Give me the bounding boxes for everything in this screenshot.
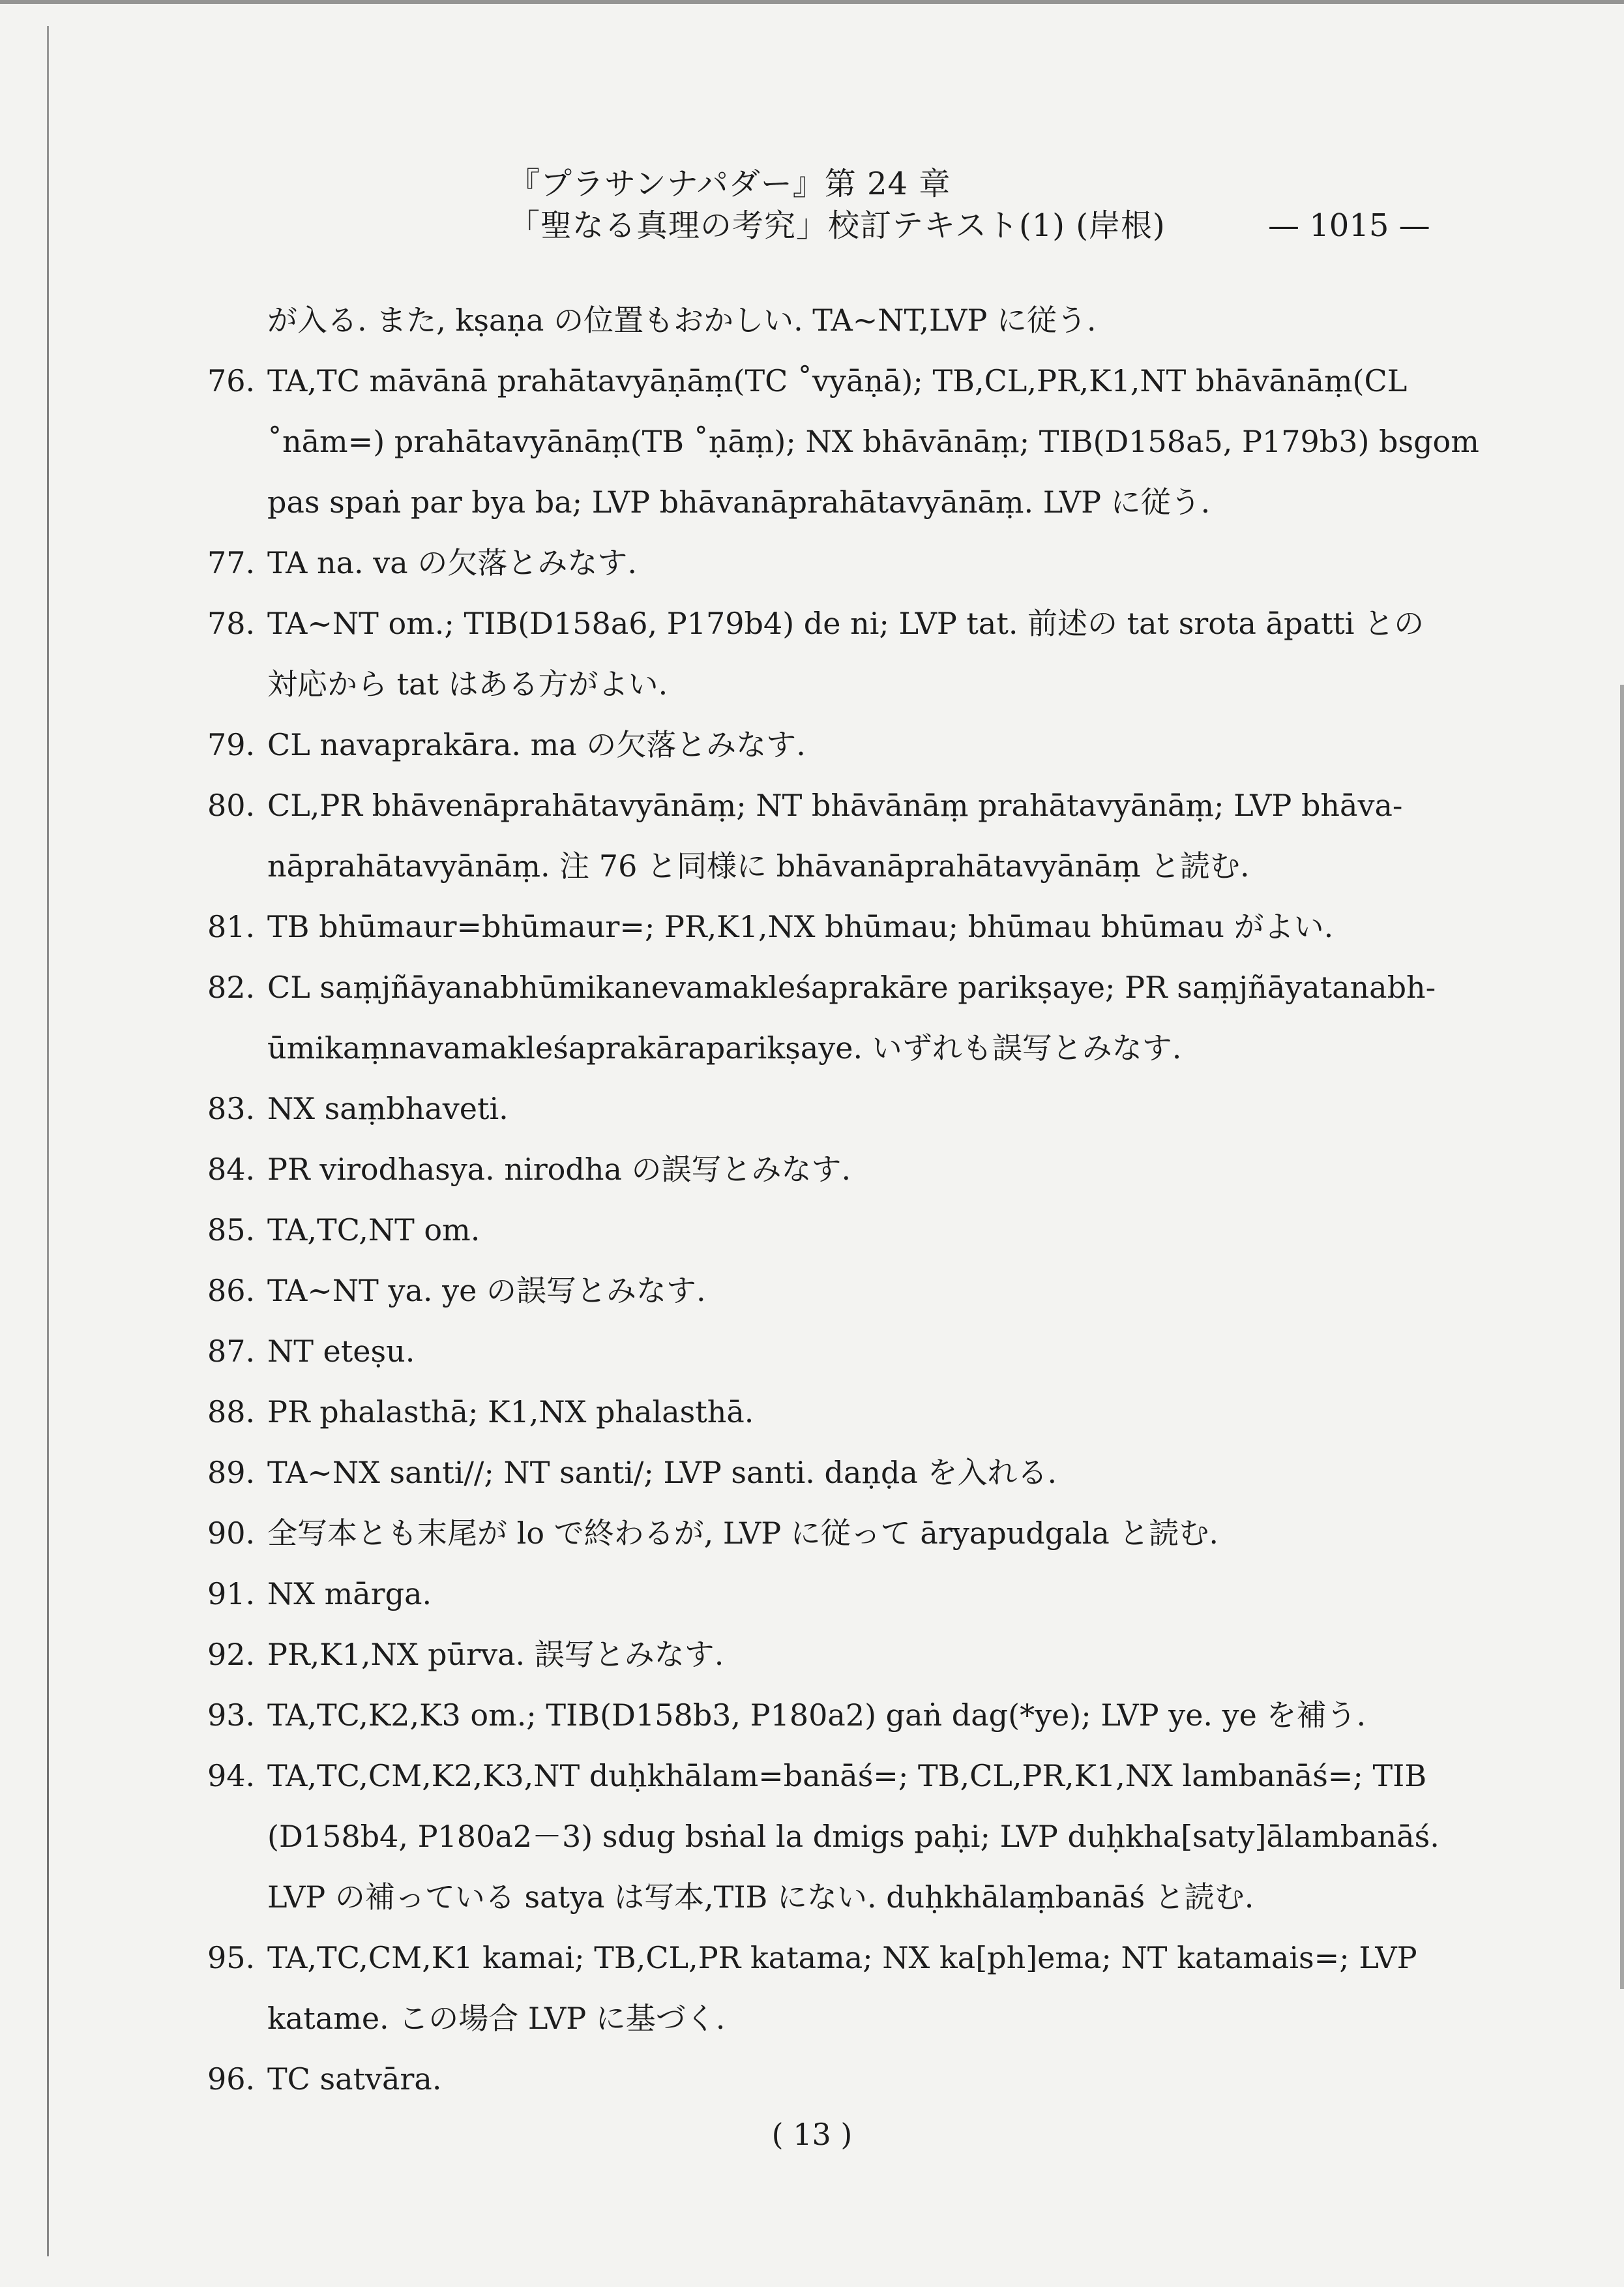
note-line <box>0 290 1624 351</box>
note-line <box>0 1867 1624 1928</box>
running-header <box>0 163 1624 254</box>
note-number: 90. <box>207 1516 256 1551</box>
note-line <box>0 1988 1624 2049</box>
note-text: pas spaṅ par bya ba; LVP bhāvanāprahātavyānāṃ. LVP に従う. <box>267 485 1211 520</box>
note-text: nāprahātavyānāṃ. 注 76 と同様に bhāvanāprahātavyānāṃ と読む. <box>267 848 1250 884</box>
note-line <box>0 1200 1624 1261</box>
note-text: PR,K1,NX pūrva. 誤写とみなす. <box>267 1637 724 1672</box>
note-line <box>0 351 1624 411</box>
notes-list <box>0 290 1624 2110</box>
note-line <box>0 533 1624 593</box>
note-line <box>0 1382 1624 1442</box>
note-number: 94. <box>207 1758 256 1793</box>
note-text: TA∼NT ya. ye の誤写とみなす. <box>267 1273 706 1308</box>
note-number: 87. <box>207 1334 256 1369</box>
note-number: 77. <box>207 545 256 580</box>
note-line <box>0 1928 1624 1988</box>
note-text: 全写本とも末尾が lo で終わるが, LVP に従って āryapudgala と読む. <box>267 1516 1218 1551</box>
note-line <box>0 1321 1624 1382</box>
scan-edge-top <box>0 0 1624 4</box>
page-footer <box>0 2112 1624 2157</box>
note-line <box>0 1018 1624 1079</box>
note-text: TA,TC māvānā prahātavyāṇāṃ(TC ˚vyāṇā); TB,CL,PR,K1,NT bhāvānāṃ(CL <box>267 363 1408 398</box>
note-line <box>0 957 1624 1018</box>
note-text: ˚nām=) prahātavyānāṃ(TB ˚ṇāṃ); NX bhāvānāṃ; TIB(D158a5, P179b3) bsgom <box>267 424 1479 459</box>
note-number: 84. <box>207 1152 256 1187</box>
note-line <box>0 775 1624 836</box>
note-number: 92. <box>207 1637 256 1672</box>
note-number: 78. <box>207 606 256 641</box>
note-line <box>0 1564 1624 1624</box>
header-page-number: — 1015 — <box>1268 207 1430 244</box>
note-text: TA,TC,CM,K1 kamai; TB,CL,PR katama; NX ka[ph]ema; NT katamais=; LVP <box>267 1940 1417 1975</box>
note-number: 81. <box>207 909 256 944</box>
note-text: TA∼NX santi//; NT santi/; LVP santi. daṇḍa を入れる. <box>267 1455 1057 1490</box>
note-line <box>0 836 1624 897</box>
note-text: TA na. va の欠落とみなす. <box>267 545 637 580</box>
note-text: TB bhūmaur=bhūmaur=; PR,K1,NX bhūmau; bhūmau bhūmau がよい. <box>267 909 1334 944</box>
header-subtitle: 「聖なる真理の考究」校訂テキスト(1) (岸根) <box>509 207 1166 244</box>
note-line <box>0 715 1624 775</box>
note-number: 95. <box>207 1940 256 1975</box>
note-text: PR phalasthā; K1,NX phalasthā. <box>267 1394 754 1429</box>
note-number: 80. <box>207 788 256 823</box>
note-line <box>0 1139 1624 1200</box>
note-line <box>0 1079 1624 1139</box>
note-text: が入る. また, kṣaṇa の位置もおかしい. TA∼NT,LVP に従う. <box>267 303 1097 338</box>
note-text: TA,TC,CM,K2,K3,NT duḥkhālam=banāś=; TB,CL,PR,K1,NX lambanāś=; TIB <box>267 1758 1427 1793</box>
header-title: 『プラサンナパダー』第 24 章 <box>509 166 951 202</box>
note-line <box>0 1806 1624 1867</box>
note-line <box>0 1624 1624 1685</box>
note-text: NT eteṣu. <box>267 1334 415 1369</box>
footer-page-marker: ( 13 ) <box>771 2117 853 2152</box>
note-line <box>0 411 1624 472</box>
note-text: PR virodhasya. nirodha の誤写とみなす. <box>267 1152 851 1187</box>
note-text: LVP の補っている satya は写本,TIB にない. duḥkhālaṃbanāś と読む. <box>267 1879 1254 1915</box>
note-text: (D158b4, P180a2－3) sdug bsṅal la dmigs paḥi; LVP duḥkha[saty]ālambanāś. <box>267 1819 1439 1854</box>
note-number: 93. <box>207 1697 256 1733</box>
note-text: CL navaprakāra. ma の欠落とみなす. <box>267 727 806 762</box>
note-text: 対応から tat はある方がよい. <box>267 666 668 702</box>
note-line <box>0 593 1624 654</box>
note-text: NX saṃbhaveti. <box>267 1091 509 1126</box>
note-line <box>0 897 1624 957</box>
note-number: 83. <box>207 1091 256 1126</box>
note-line <box>0 1746 1624 1806</box>
note-number: 91. <box>207 1576 256 1611</box>
note-number: 88. <box>207 1394 256 1429</box>
note-line <box>0 1685 1624 1746</box>
note-line <box>0 472 1624 533</box>
note-number: 89. <box>207 1455 256 1490</box>
note-text: CL saṃjñāyanabhūmikanevamakleśaprakāre parikṣaye; PR saṃjñāyatanabh- <box>267 970 1436 1005</box>
note-number: 86. <box>207 1273 256 1308</box>
note-line <box>0 654 1624 715</box>
note-text: TA,TC,NT om. <box>267 1212 480 1248</box>
note-number: 82. <box>207 970 256 1005</box>
note-text: TA∼NT om.; TIB(D158a6, P179b4) de ni; LVP tat. 前述の tat srota āpatti との <box>267 606 1425 641</box>
note-text: CL,PR bhāvenāprahātavyānāṃ; NT bhāvānāṃ prahātavyānāṃ; LVP bhāva- <box>267 788 1403 823</box>
note-number: 76. <box>207 363 256 398</box>
note-text: NX mārga. <box>267 1576 432 1611</box>
note-line <box>0 1442 1624 1503</box>
note-text: TC satvāra. <box>267 2061 442 2097</box>
note-text: katame. この場合 LVP に基づく. <box>267 2001 726 2036</box>
note-number: 85. <box>207 1212 256 1248</box>
note-number: 96. <box>207 2061 256 2097</box>
note-line <box>0 1503 1624 1564</box>
note-line <box>0 1261 1624 1321</box>
note-text: TA,TC,K2,K3 om.; TIB(D158b3, P180a2) gaṅ dag(*ye); LVP ye. ye を補う. <box>267 1697 1366 1733</box>
note-line <box>0 2049 1624 2110</box>
note-text: ūmikaṃnavamakleśaprakāraparikṣaye. いずれも誤写とみなす. <box>267 1030 1182 1066</box>
note-number: 79. <box>207 727 256 762</box>
